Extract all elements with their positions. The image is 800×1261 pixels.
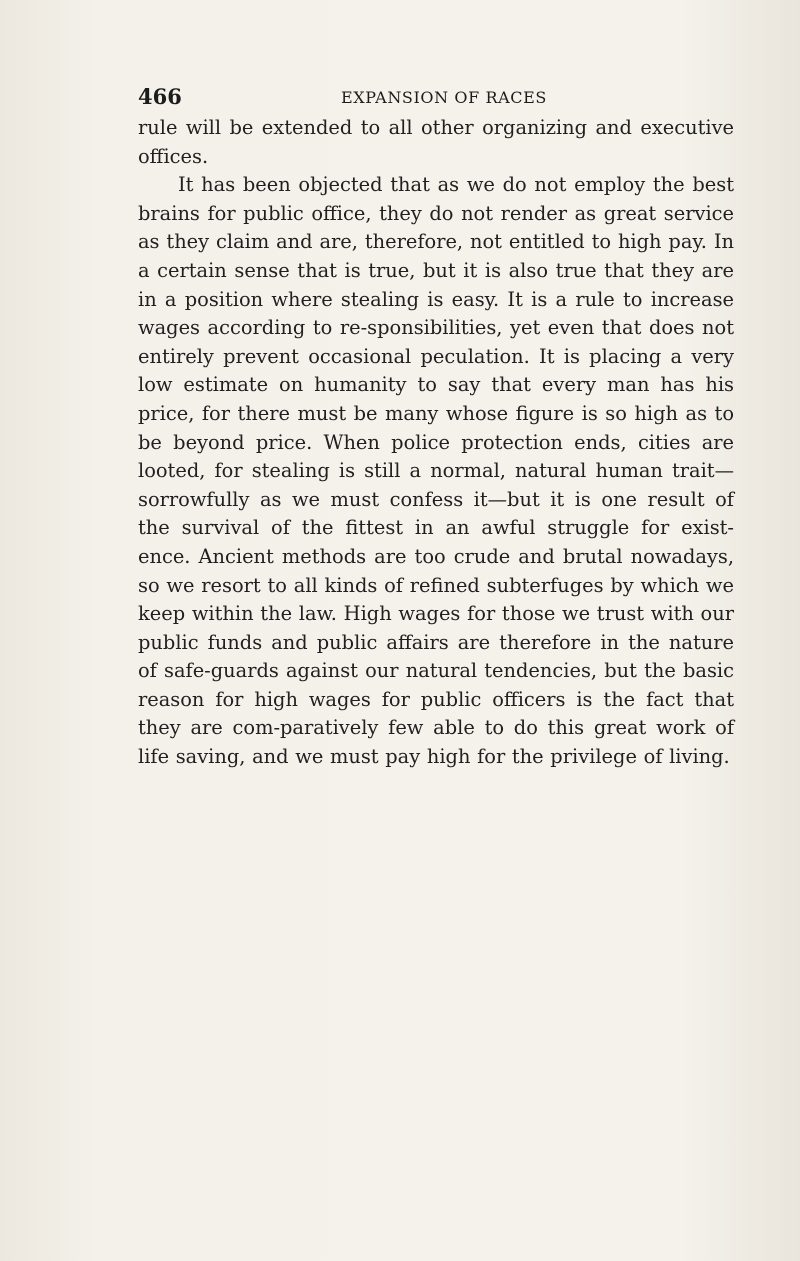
running-head: [138, 84, 734, 112]
body-text: [138, 114, 734, 772]
paragraph: It has been objected that as we do not employ the best brains for public office, they do not render as great service as they claim and are, therefore, not entitled to high pay. In a certain sense that is true, but it is also true that they are in a position where stealing is easy. It is a rule to increase wages according to re-sponsibilities, yet even that does not entirely prevent occasional peculation. It is placing a very low estimate on humanity to say that every man has his price, for there must be many whose figure is so high as to be beyond price. When police protection ends, cities are looted, for stealing is still a normal, natural human trait—sorrowfully as we must confess it—but it is one result of the survival of the fittest in an awful struggle for exist-ence. Ancient methods are too crude and brutal nowadays, so we resort to all kinds of refined subterfuges by which we keep within the law. High wages for those we trust with our public funds and public affairs are therefore in the nature of safe-guards against our natural tendencies, but the basic reason for high wages for public officers is the fact that they are com-paratively few able to do this great work of life saving, and we must pay high for the privilege of living.: [138, 173, 734, 769]
paragraph-continued: rule will be extended to all other organizing and executive offices.: [138, 116, 734, 168]
page-number: 466: [138, 84, 182, 109]
running-title: EXPANSION OF RACES: [341, 88, 547, 107]
